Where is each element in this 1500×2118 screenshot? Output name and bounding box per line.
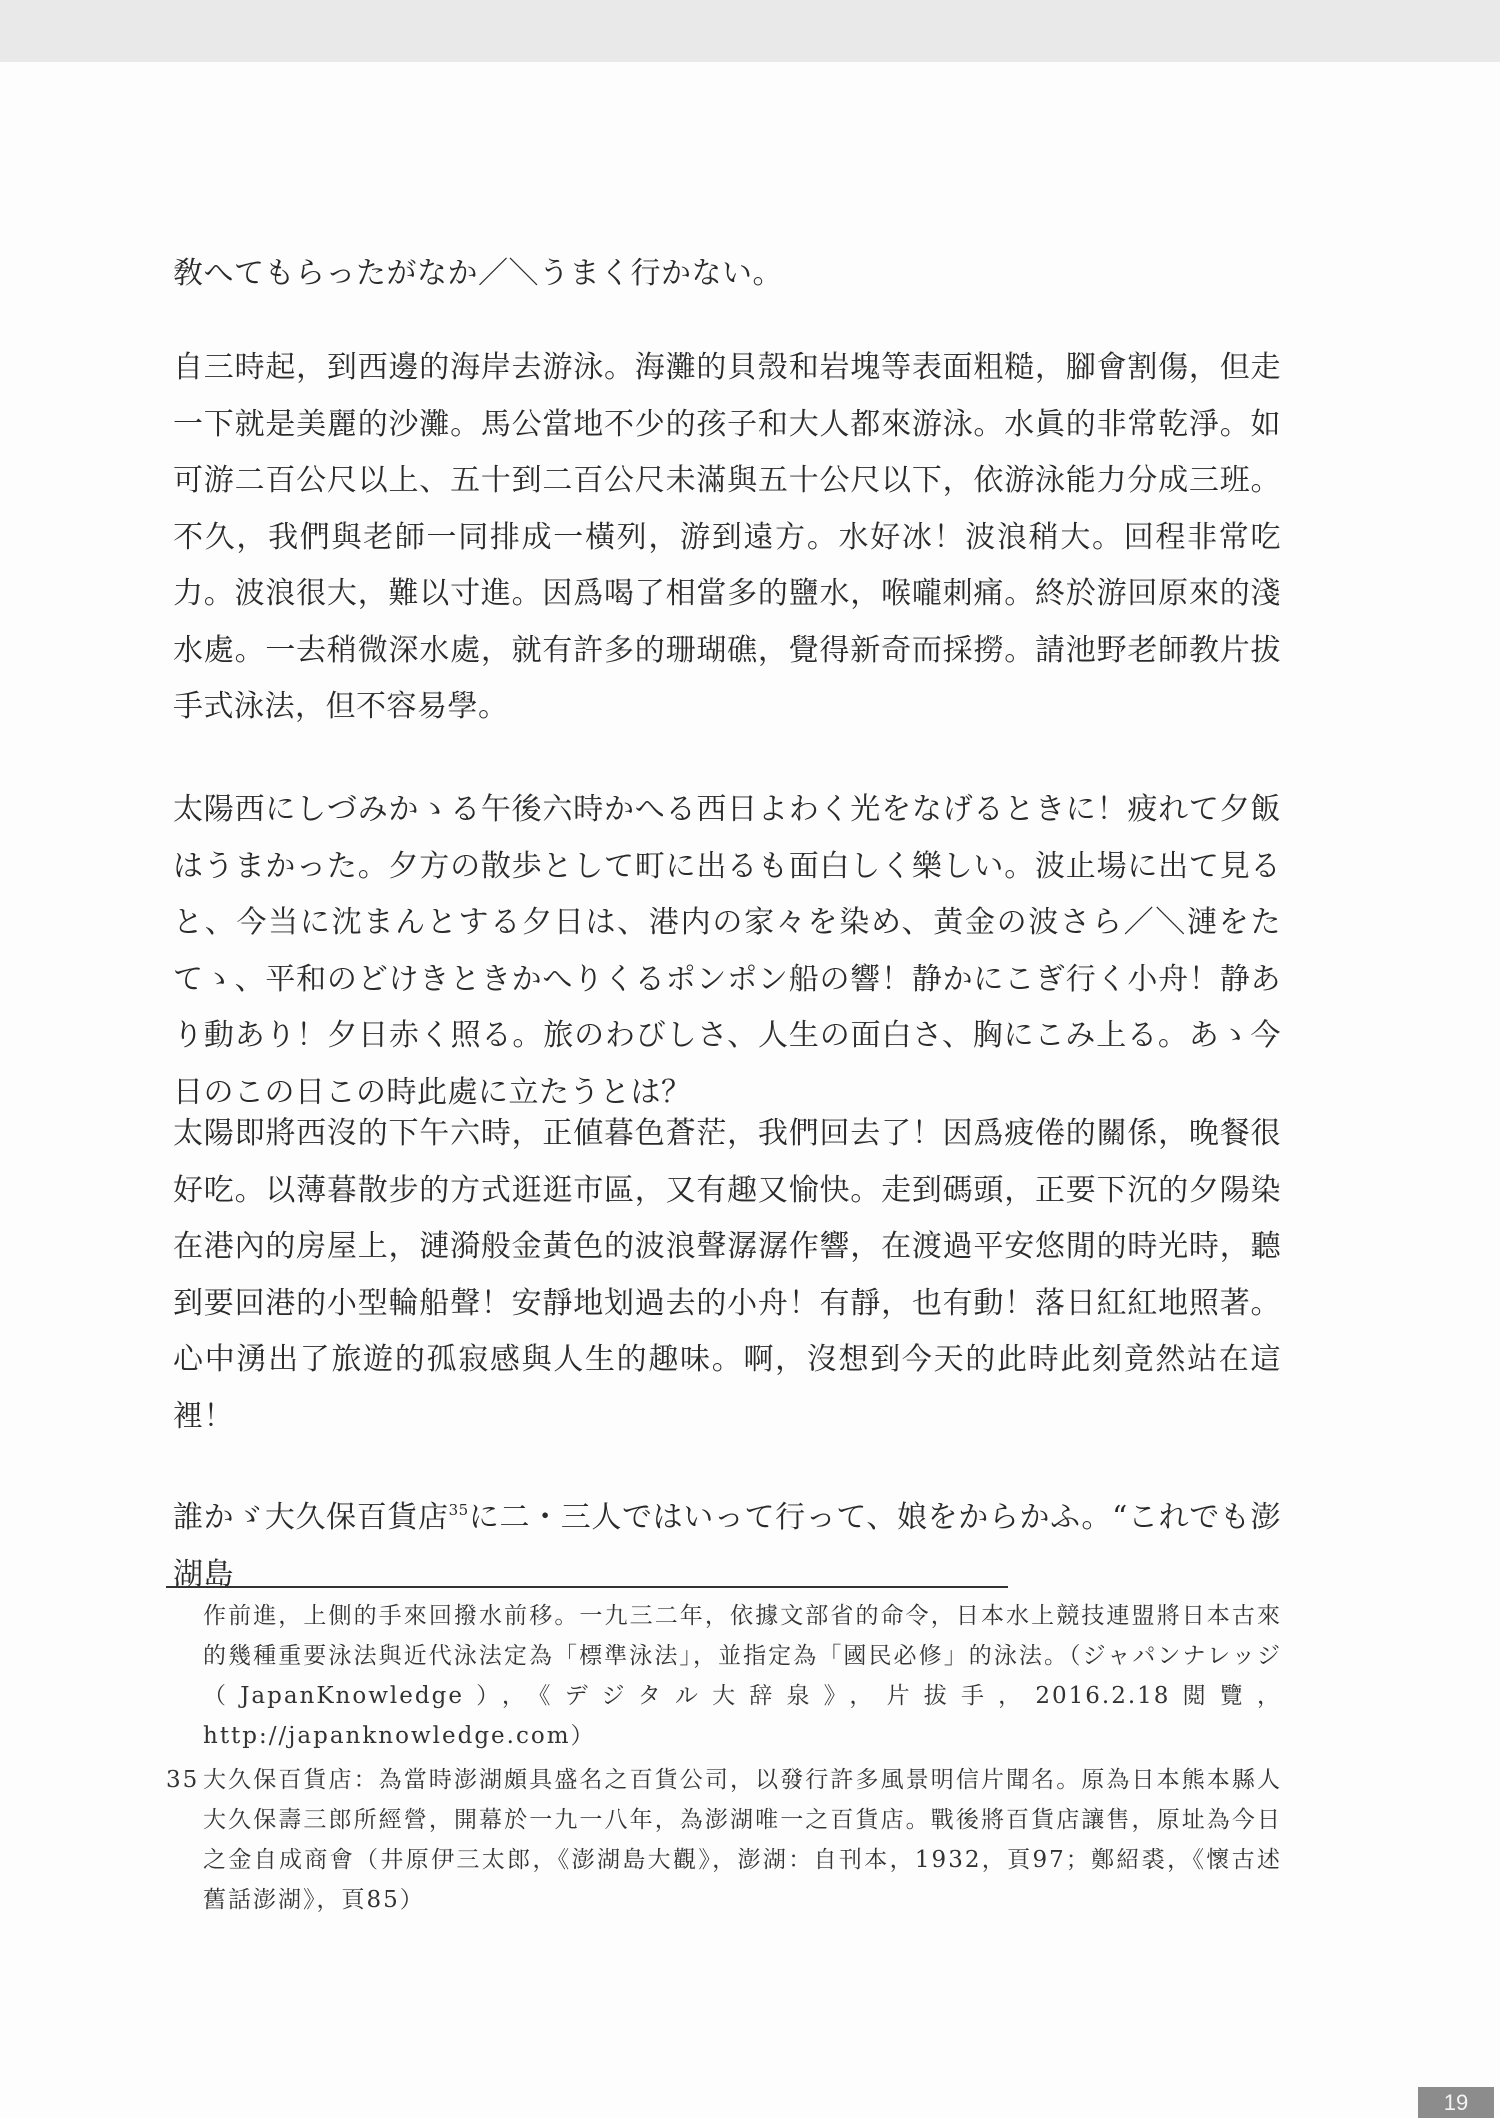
page-number: 19 [1418,2087,1494,2118]
footnote-35-number: 35 [166,1767,200,1793]
paragraph-japanese-1: 敎へてもらったがなか／＼うまく行かない。 [173,256,783,291]
scan-top-margin [0,0,1500,62]
footnote-35-text: 大久保百貨店：為當時澎湖頗具盛名之百貨公司，以發行許多風景明信片聞名。原為日本熊本縣人大久保壽三郎所經營，開幕於一九一八年，為澎湖唯一之百貨店。戰後將百貨店讓售，原址為今日之金自成商會（井原伊三太郎，《澎湖島大觀》，澎湖：自刊本，1932，頁97；鄭紹裘，《懷古述舊話澎湖》，頁85） [203,1767,1282,1913]
footnotes [166,1596,1282,1924]
paragraph-japanese-3-text-b: に二・三人ではいって行って、娘をからかふ。“これでも澎湖島 [173,1500,1281,1592]
paragraph-japanese-3-text-a: 誰かゞ大久保百貨店 [173,1500,449,1535]
footnote-35 [166,1760,1282,1920]
paragraph-japanese-2: 太陽西にしづみかゝる午後六時かへる西日よわく光をなげるときに！疲れて夕飯はうまかった。夕方の散歩として町に出るも面白しく樂しい。波止場に出て見ると、今当に沈まんとする夕日は、港内の家々を染め、黄金の波さら／＼漣をたてゝ、平和のどけきときかへりくるポンポン船の響！静かにこぎ行く小舟！静あり動あり！夕日赤く照る。旅のわびしさ、人生の面白さ、胸にこみ上る。あゝ今日のこの日この時此處に立たうとは？ [173,792,1281,1110]
paragraph-chinese-2: 太陽即將西沒的下午六時，正値暮色蒼茫，我們回去了！因爲疲倦的關係，晚餐很好吃。以薄暮散步的方式逛逛市區，又有趣又愉快。走到碼頭，正要下沉的夕陽染在港內的房屋上，漣漪般金黃色的波浪聲潺潺作響，在渡過平安悠閒的時光時，聽到要回港的小型輪船聲！安靜地划過去的小舟！有靜，也有動！落日紅紅地照著。心中湧出了旅遊的孤寂感與人生的趣味。啊，沒想到今天的此時此刻竟然站在這裡！ [173,1116,1281,1434]
footnote-continued: 作前進，上側的手來回撥水前移。一九三二年，依據文部省的命令，日本水上競技連盟將日本古來的幾種重要泳法與近代泳法定為「標準泳法」，並指定為「國民必修」的泳法。（ジャパンナレッジ（JapanKnowledge），《デジタル大辞泉》，片拔手，2016.2.18閲覽，http://japanknowledge.com） [203,1603,1282,1749]
footnote-divider [166,1586,1008,1588]
footnote-ref-35[interactable]: 35 [448,1501,469,1519]
paragraph-chinese-1: 自三時起，到西邊的海岸去游泳。海灘的貝殼和岩塊等表面粗糙，腳會割傷，但走一下就是美麗的沙灘。馬公當地不少的孩子和大人都來游泳。水眞的非常乾淨。如可游二百公尺以上、五十到二百公尺未滿與五十公尺以下，依游泳能力分成三班。不久，我們與老師一同排成一橫列，游到遠方。水好冰！波浪稍大。回程非常吃力。波浪很大，難以寸進。因爲喝了相當多的鹽水，喉嚨刺痛。終於游回原來的淺水處。一去稍微深水處，就有許多的珊瑚礁，覺得新奇而採撈。請池野老師教片拔手式泳法，但不容易學。 [173,350,1281,724]
